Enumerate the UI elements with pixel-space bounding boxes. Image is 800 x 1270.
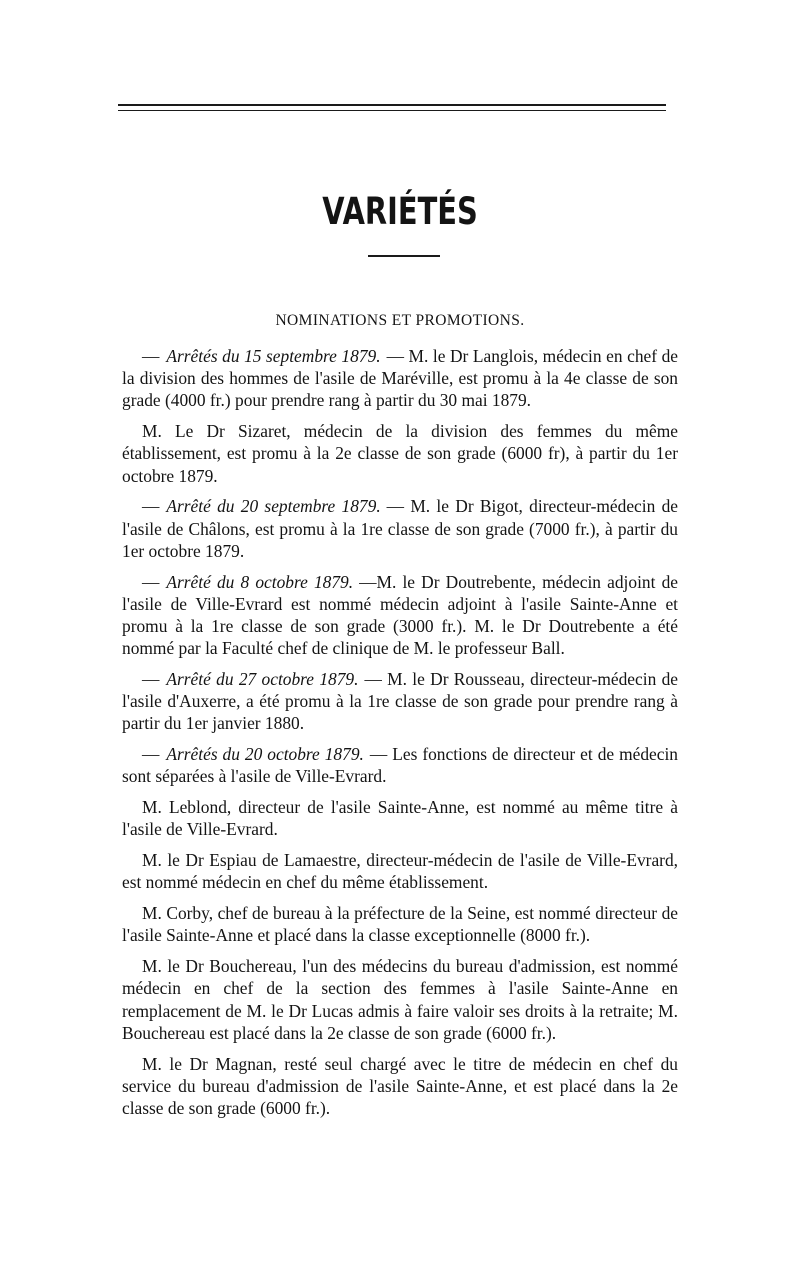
title-underline-rule: [368, 255, 440, 257]
paragraph: [122, 571, 678, 660]
paragraph-text: —M. le Dr Doutrebente, médecin adjoint de l'asile de Ville-Evrard est nommé médecin adjoint à l'asile Sainte-Anne et promu à la 1re classe de son grade (3000 fr.). M. le Dr Doutrebente a été nommé par la Faculté chef de clinique de M. le professeur Ball.: [122, 571, 679, 659]
paragraph-text: — M. le Dr Bigot, directeur-médecin de l'asile de Châlons, est promu à la 1re classe de son grade (7000 fr.), à partir du 1er octobre 1879.: [122, 496, 678, 561]
paragraph-text: M. le Dr Espiau de Lamaestre, directeur-médecin de l'asile de Ville-Evrard, est nommé médecin en chef du même établissement.: [122, 850, 678, 893]
page-title: VARIÉTÉS: [322, 190, 478, 233]
paragraph-dash: —: [142, 571, 160, 592]
paragraph: [122, 796, 678, 840]
paragraph-text: M. Leblond, directeur de l'asile Sainte-Anne, est nommé au même titre à l'asile de Ville-Evrard.: [122, 797, 678, 840]
paragraph-dash: —: [142, 744, 160, 765]
paragraph-text: M. Le Dr Sizaret, médecin de la division des femmes du même établissement, est promu à la 2e classe de son grade (6000 fr), à partir du 1er octobre 1879.: [122, 421, 678, 486]
section-heading: NOMINATIONS ET PROMOTIONS.: [275, 312, 525, 329]
paragraph: [122, 668, 678, 735]
paragraph: [122, 420, 678, 487]
top-double-rule: [118, 104, 666, 111]
paragraph: [122, 345, 678, 412]
decree-date: Arrêté du 8 octobre 1879.: [166, 571, 354, 592]
paragraph-dash: —: [142, 346, 160, 366]
paragraph-text: — Les fonctions de directeur et de médecin sont séparées à l'asile de Ville-Evrard.: [122, 744, 678, 787]
paragraph-text: M. Corby, chef de bureau à la préfecture de la Seine, est nommé directeur de l'asile Sainte-Anne et placé dans la classe exceptionnelle (8000 fr.).: [122, 903, 678, 946]
decree-date: Arrêtés du 15 septembre 1879.: [166, 346, 381, 366]
paragraph-text: M. le Dr Magnan, resté seul chargé avec le titre de médecin en chef du service du bureau d'admission de l'asile Sainte-Anne, et est placé dans la 2e classe de son grade (6000 fr.).: [122, 1053, 678, 1119]
paragraph: [122, 495, 678, 562]
decree-date: Arrêté du 20 septembre 1879.: [166, 496, 381, 517]
article-body: [122, 345, 678, 1128]
paragraph: [122, 743, 678, 787]
paragraph-text: M. le Dr Bouchereau, l'un des médecins du bureau d'admission, est nommé médecin en chef de la section des femmes à l'asile Sainte-Anne en remplacement de M. le Dr Lucas admis à faire valoir ses droits à la retraite; M. Bouchereau est placé dans la 2e classe de son grade (6000 fr.).: [122, 956, 678, 1043]
paragraph: [122, 955, 678, 1044]
paragraph-text: — M. le Dr Langlois, médecin en chef de la division des hommes de l'asile de Maréville, est promu à la 4e classe de son grade (4000 fr.) pour prendre rang à partir du 30 mai 1879.: [122, 346, 678, 411]
paragraph: [122, 849, 678, 893]
decree-date: Arrêtés du 20 octobre 1879.: [166, 744, 364, 765]
decree-date: Arrêté du 27 octobre 1879.: [166, 669, 359, 690]
paragraph: [122, 902, 678, 946]
paragraph-text: — M. le Dr Rousseau, directeur-médecin de l'asile d'Auxerre, a été promu à la 1re classe de son grade pour prendre rang à partir du 1er janvier 1880.: [122, 669, 678, 734]
paragraph-dash: —: [142, 496, 160, 517]
paragraph: [122, 1053, 678, 1120]
paragraph-dash: —: [142, 669, 160, 690]
